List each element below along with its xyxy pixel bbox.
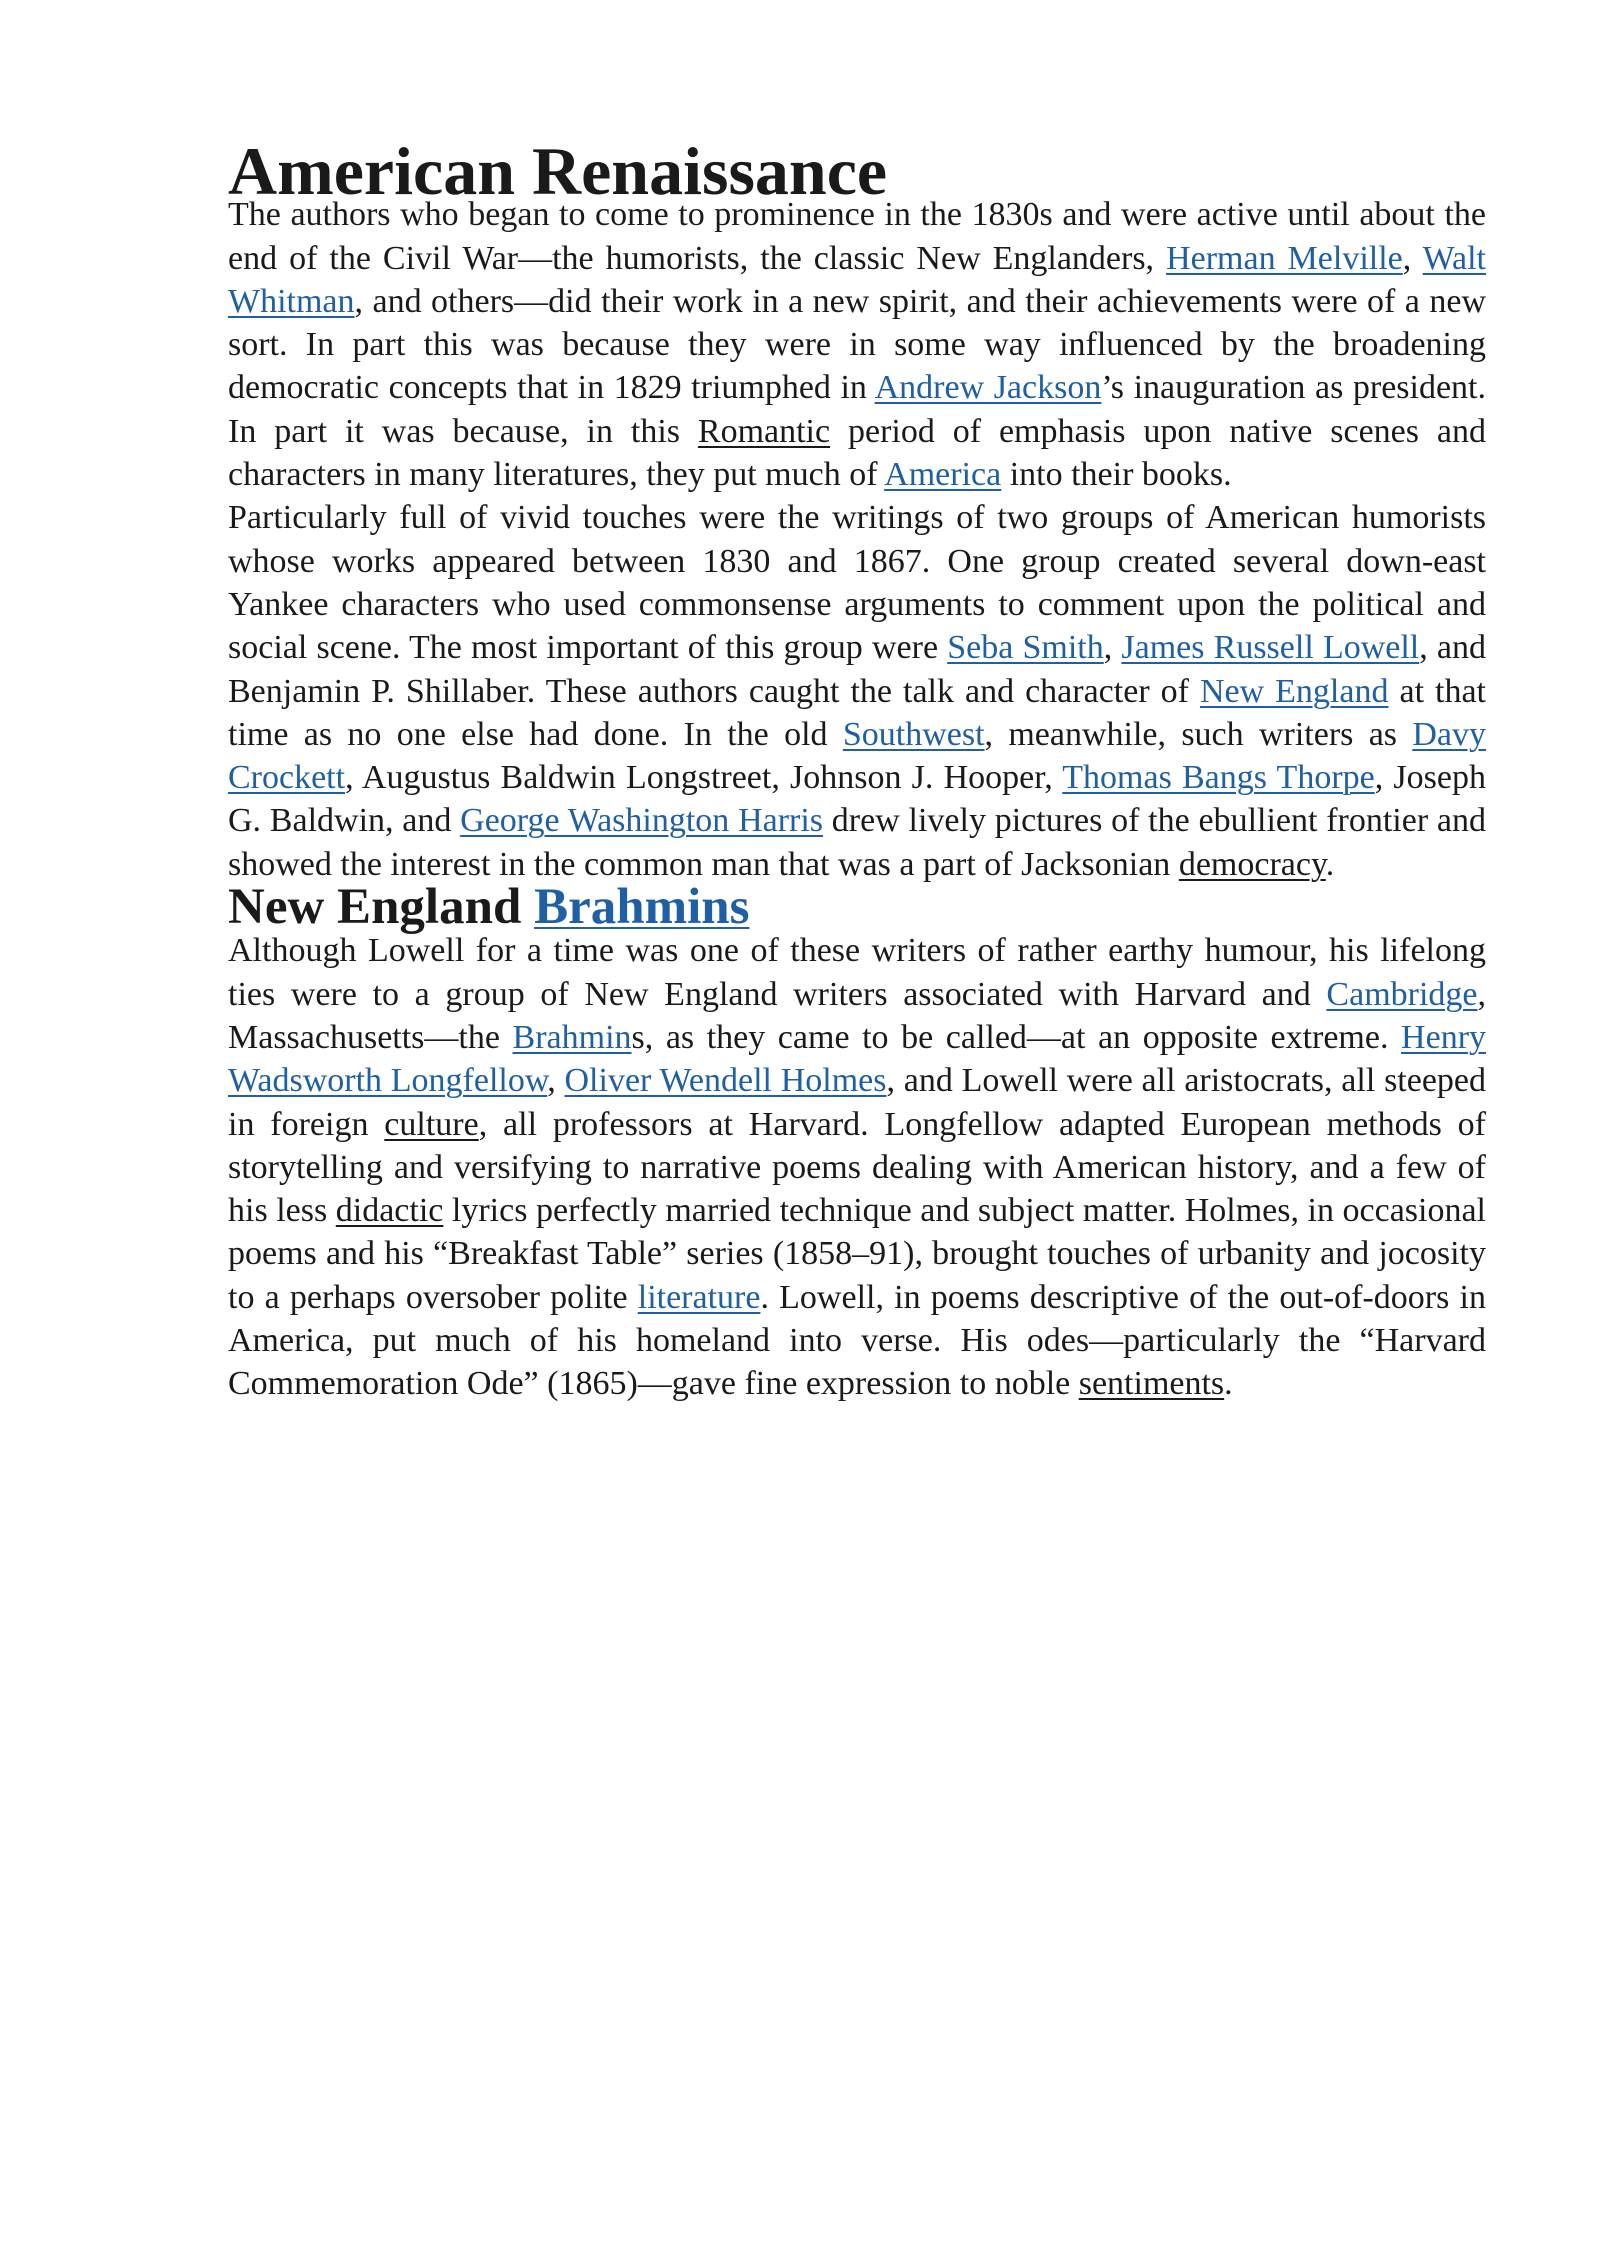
body-text: . [1224, 1365, 1233, 1403]
body-text: , [1402, 239, 1423, 277]
body-text: Although Lowell for a time was one of these writers of rather earthy humour, his lifelong ties were to a group of New England writers associated with Harvard and [228, 932, 1486, 1013]
link-herman-melville[interactable]: Herman Melville [1166, 239, 1403, 277]
link-seba-smith[interactable]: Seba Smith [947, 629, 1104, 667]
body-text: . Lowell, in poems descriptive of the out-of-doors in America, put much of his homeland into verse. His odes—particularly the “Harvard Commemoration Ode” (1865)—gave fine expression to noble [228, 1278, 1486, 1403]
heading-link-brahmins[interactable]: Brahmins [534, 879, 750, 936]
section1-paragraph-2 [228, 496, 1486, 886]
link-southwest[interactable]: Southwest [842, 715, 985, 753]
body-text: period of emphasis upon native scenes and characters in many literatures, they put much of [228, 412, 1486, 494]
body-text: . [1325, 845, 1335, 883]
link-george-washington-harris[interactable]: George Washington Harris [460, 802, 824, 840]
term-link-didactic[interactable]: didactic [335, 1192, 444, 1230]
section-heading-new-england-brahmins [228, 879, 1486, 936]
body-text: ’s inauguration as president. In part it was because, in this [228, 369, 1486, 450]
body-text: , Massachusetts—the [228, 975, 1486, 1056]
body-text: , and others—did their work in a new spirit, and their achievements were of a new sort. In part this was because they were in some way influenced by the broadening democratic concepts that in 1829 triumphed in [228, 282, 1486, 407]
body-text: , [1103, 629, 1122, 667]
section1-body [228, 193, 1486, 886]
section1-paragraph-1 [228, 193, 1486, 496]
link-america[interactable]: America [884, 456, 1002, 494]
body-text: drew lively pictures of the ebullient frontier and showed the interest in the common man that was a part of Jacksonian [228, 802, 1486, 883]
link-james-russell-lowell[interactable]: James Russell Lowell [1121, 629, 1420, 667]
term-link-romantic[interactable]: Romantic [697, 412, 831, 450]
section2-body [228, 929, 1486, 1405]
link-new-england[interactable]: New England [1199, 672, 1389, 710]
section-heading-american-renaissance: American Renaissance [228, 133, 888, 209]
link-brahmin[interactable]: Brahmin [512, 1018, 632, 1056]
link-walt-whitman[interactable]: Walt Whitman [228, 239, 1487, 320]
body-text: The authors who began to come to prominence in the 1830s and were active until about the end of the Civil War—the humorists, the classic New Englanders, [228, 196, 1486, 277]
link-andrew-jackson[interactable]: Andrew Jackson [874, 369, 1102, 407]
term-link-culture[interactable]: culture [384, 1105, 479, 1143]
section2-paragraph-1 [228, 929, 1486, 1405]
body-text: at that time as no one else had done. In the old [228, 672, 1487, 753]
link-thomas-bangs-thorpe[interactable]: Thomas Bangs Thorpe [1062, 759, 1375, 797]
body-text: Particularly full of vivid touches were the writings of two groups of American humorists whose works appeared between 1830 and 1867. One group created several down-east Yankee characters who used commonsense arguments to comment upon the political and social scene. The most important of this group were [228, 499, 1486, 667]
heading-prefix: New England [228, 879, 535, 936]
link-davy-crockett[interactable]: Davy Crockett [228, 715, 1486, 797]
body-text: s, as they came to be called—at an opposite extreme. [631, 1018, 1402, 1056]
body-text: , and Benjamin P. Shillaber. These authors caught the talk and character of [228, 629, 1487, 710]
body-text: , Joseph G. Baldwin, and [228, 759, 1486, 840]
body-text: , meanwhile, such writers as [984, 715, 1413, 753]
link-henry-wadsworth-longfellow[interactable]: Henry Wadsworth Longfellow [228, 1018, 1487, 1100]
link-literature[interactable]: literature [637, 1278, 761, 1316]
term-link-democracy[interactable]: democracy [1178, 845, 1326, 883]
term-link-sentiments[interactable]: sentiments [1078, 1365, 1225, 1403]
body-text: , [547, 1062, 565, 1100]
body-text: lyrics perfectly married technique and subject matter. Holmes, in occasional poems and his “Breakfast Table” series (1858–91), brought touches of urbanity and jocosity to a perhaps oversober polite [228, 1192, 1486, 1316]
document-page [228, 133, 1487, 1406]
body-text: , Augustus Baldwin Longstreet, Johnson J. Hooper, [345, 759, 1063, 797]
body-text: , all professors at Harvard. Longfellow adapted European methods of storytelling and versifying to narrative poems dealing with American history, and a few of his less [228, 1105, 1486, 1230]
body-text: , and Lowell were all aristocrats, all steeped in foreign [228, 1062, 1487, 1143]
body-text: into their books. [1001, 456, 1232, 494]
link-cambridge[interactable]: Cambridge [1326, 975, 1478, 1013]
link-oliver-wendell-holmes[interactable]: Oliver Wendell Holmes [564, 1062, 887, 1100]
